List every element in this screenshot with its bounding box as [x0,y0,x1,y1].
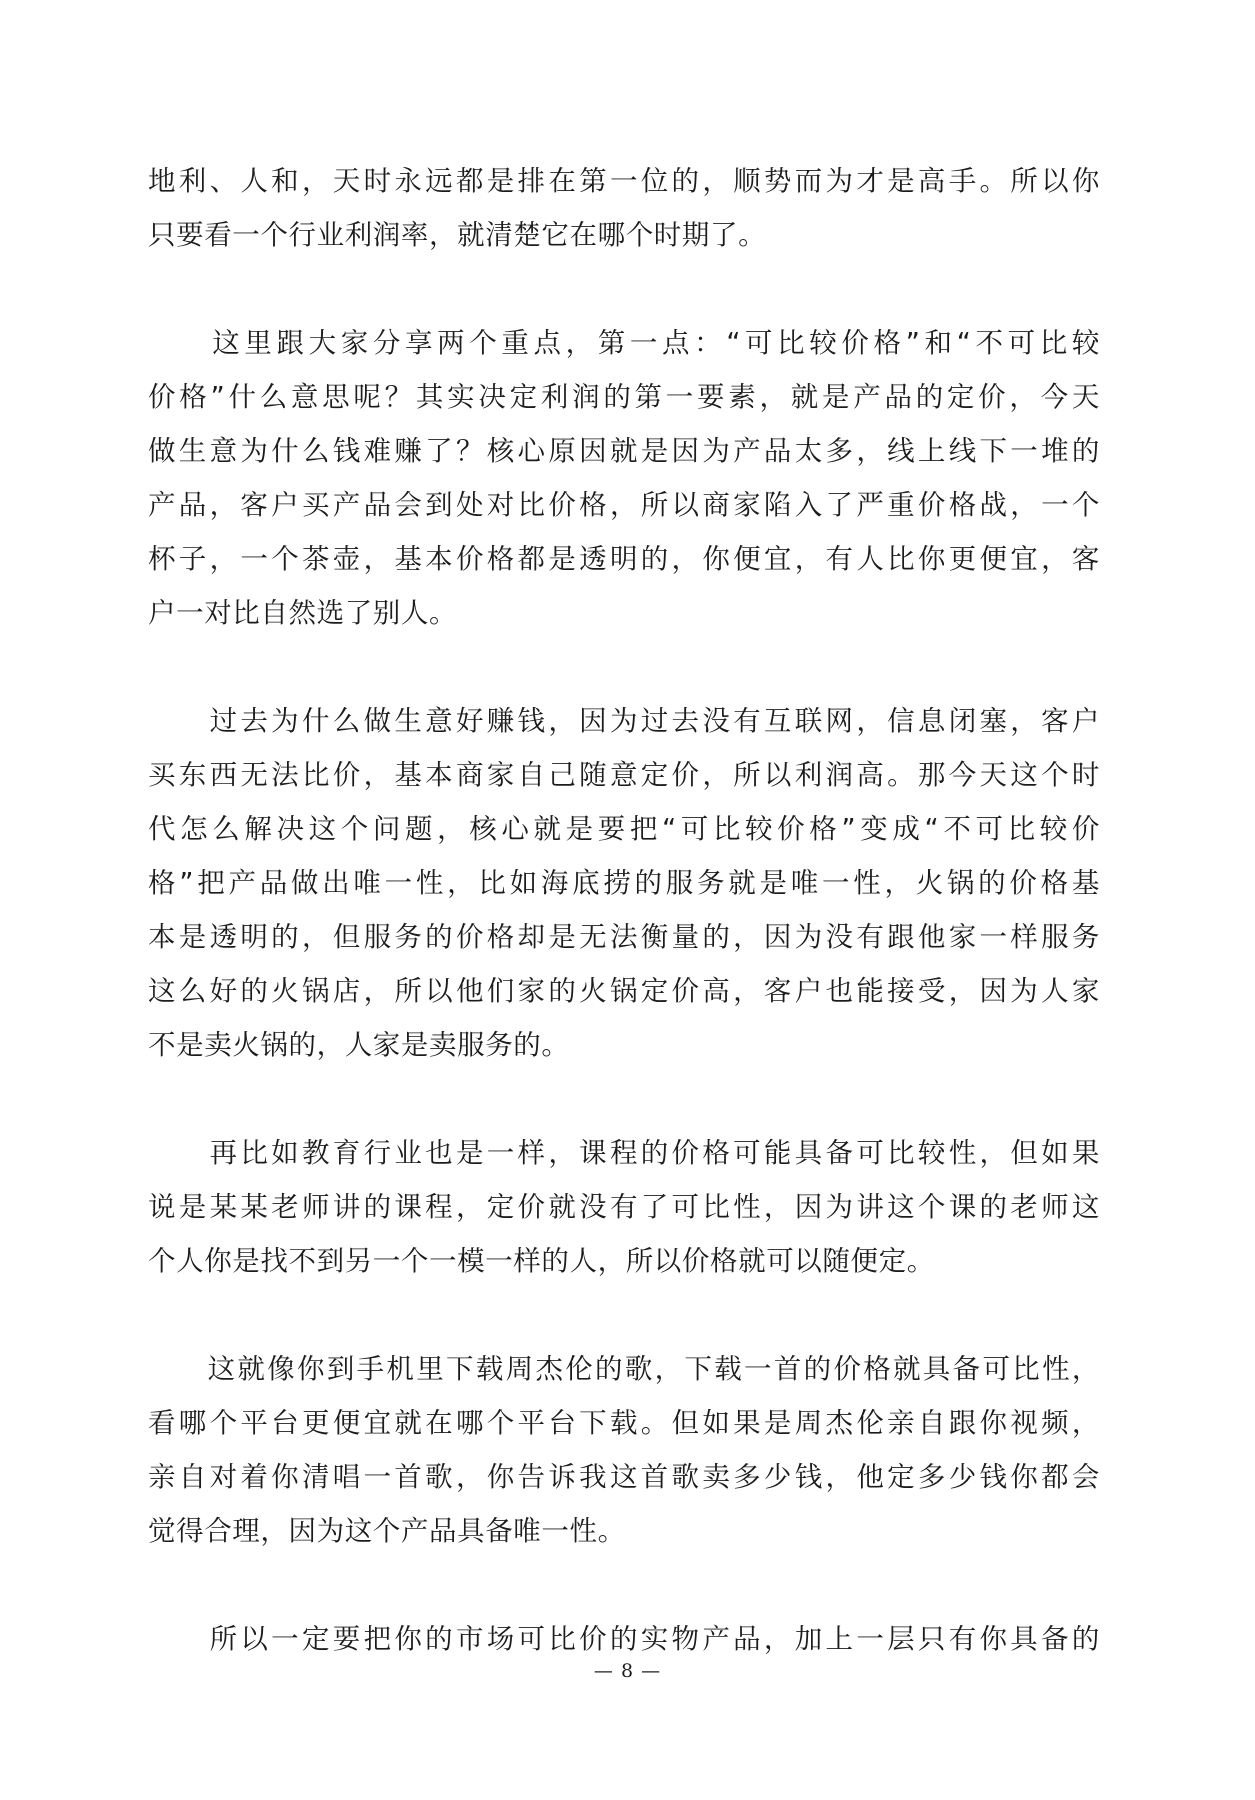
text-line: 产品，客户买产品会到处对比价格，所以商家陷入了严重价格战，一个 [148,489,1100,521]
paragraph-gap [148,1288,1100,1342]
paragraph-3 [148,694,1100,1072]
text-line: 个人你是找不到另一个一模一样的人，所以价格就可以随便定。 [148,1245,935,1277]
text-line: 这么好的火锅店，所以他们家的火锅定价高，客户也能接受，因为人家 [148,975,1100,1007]
paragraph-4 [148,1126,1100,1288]
text-line: 过去为什么做生意好赚钱，因为过去没有互联网，信息闭塞，客户 [148,705,1100,737]
text-line: 这就像你到手机里下载周杰伦的歌，下载一首的价格就具备可比性， [148,1353,1100,1385]
paragraph-1 [148,154,1100,262]
text-line: 这里跟大家分享两个重点，第一点：“可比较价格”和“不可比较 [148,327,1100,359]
text-line: 亲自对着你清唱一首歌，你告诉我这首歌卖多少钱，他定多少钱你都会 [148,1461,1100,1493]
text-line: 做生意为什么钱难赚了？核心原因就是因为产品太多，线上线下一堆的 [148,435,1100,467]
document-body [148,154,1100,1666]
text-line: 本是透明的，但服务的价格却是无法衡量的，因为没有跟他家一样服务 [148,921,1100,953]
text-line: 杯子，一个茶壶，基本价格都是透明的，你便宜，有人比你更便宜，客 [148,543,1100,575]
paragraph-gap [148,1072,1100,1126]
paragraph-gap [148,640,1100,694]
text-line: 只要看一个行业利润率，就清楚它在哪个时期了。 [148,219,767,251]
text-line: 买东西无法比价，基本商家自己随意定价，所以利润高。那今天这个时 [148,759,1100,791]
page-number: — 8 — [593,1660,662,1682]
paragraph-5 [148,1342,1100,1558]
paragraph-6 [148,1612,1100,1666]
paragraph-gap [148,262,1100,316]
text-line: 再比如教育行业也是一样，课程的价格可能具备可比较性，但如果 [148,1137,1100,1169]
text-line: 价格”什么意思呢？其实决定利润的第一要素，就是产品的定价，今天 [148,381,1100,413]
text-line: 代怎么解决这个问题，核心就是要把“可比较价格”变成“不可比较价 [148,813,1100,845]
text-line: 所以一定要把你的市场可比价的实物产品，加上一层只有你具备的 [148,1623,1100,1655]
text-line: 看哪个平台更便宜就在哪个平台下载。但如果是周杰伦亲自跟你视频， [148,1407,1100,1439]
paragraph-2 [148,316,1100,640]
text-line: 地利、人和，天时永远都是排在第一位的，顺势而为才是高手。所以你 [148,165,1100,197]
paragraph-gap [148,1558,1100,1612]
text-line: 格”把产品做出唯一性，比如海底捞的服务就是唯一性，火锅的价格基 [148,867,1100,899]
text-line: 觉得合理，因为这个产品具备唯一性。 [148,1515,626,1547]
text-line: 说是某某老师讲的课程，定价就没有了可比性，因为讲这个课的老师这 [148,1191,1100,1223]
text-line: 户一对比自然选了别人。 [148,597,458,629]
text-line: 不是卖火锅的，人家是卖服务的。 [148,1029,570,1061]
